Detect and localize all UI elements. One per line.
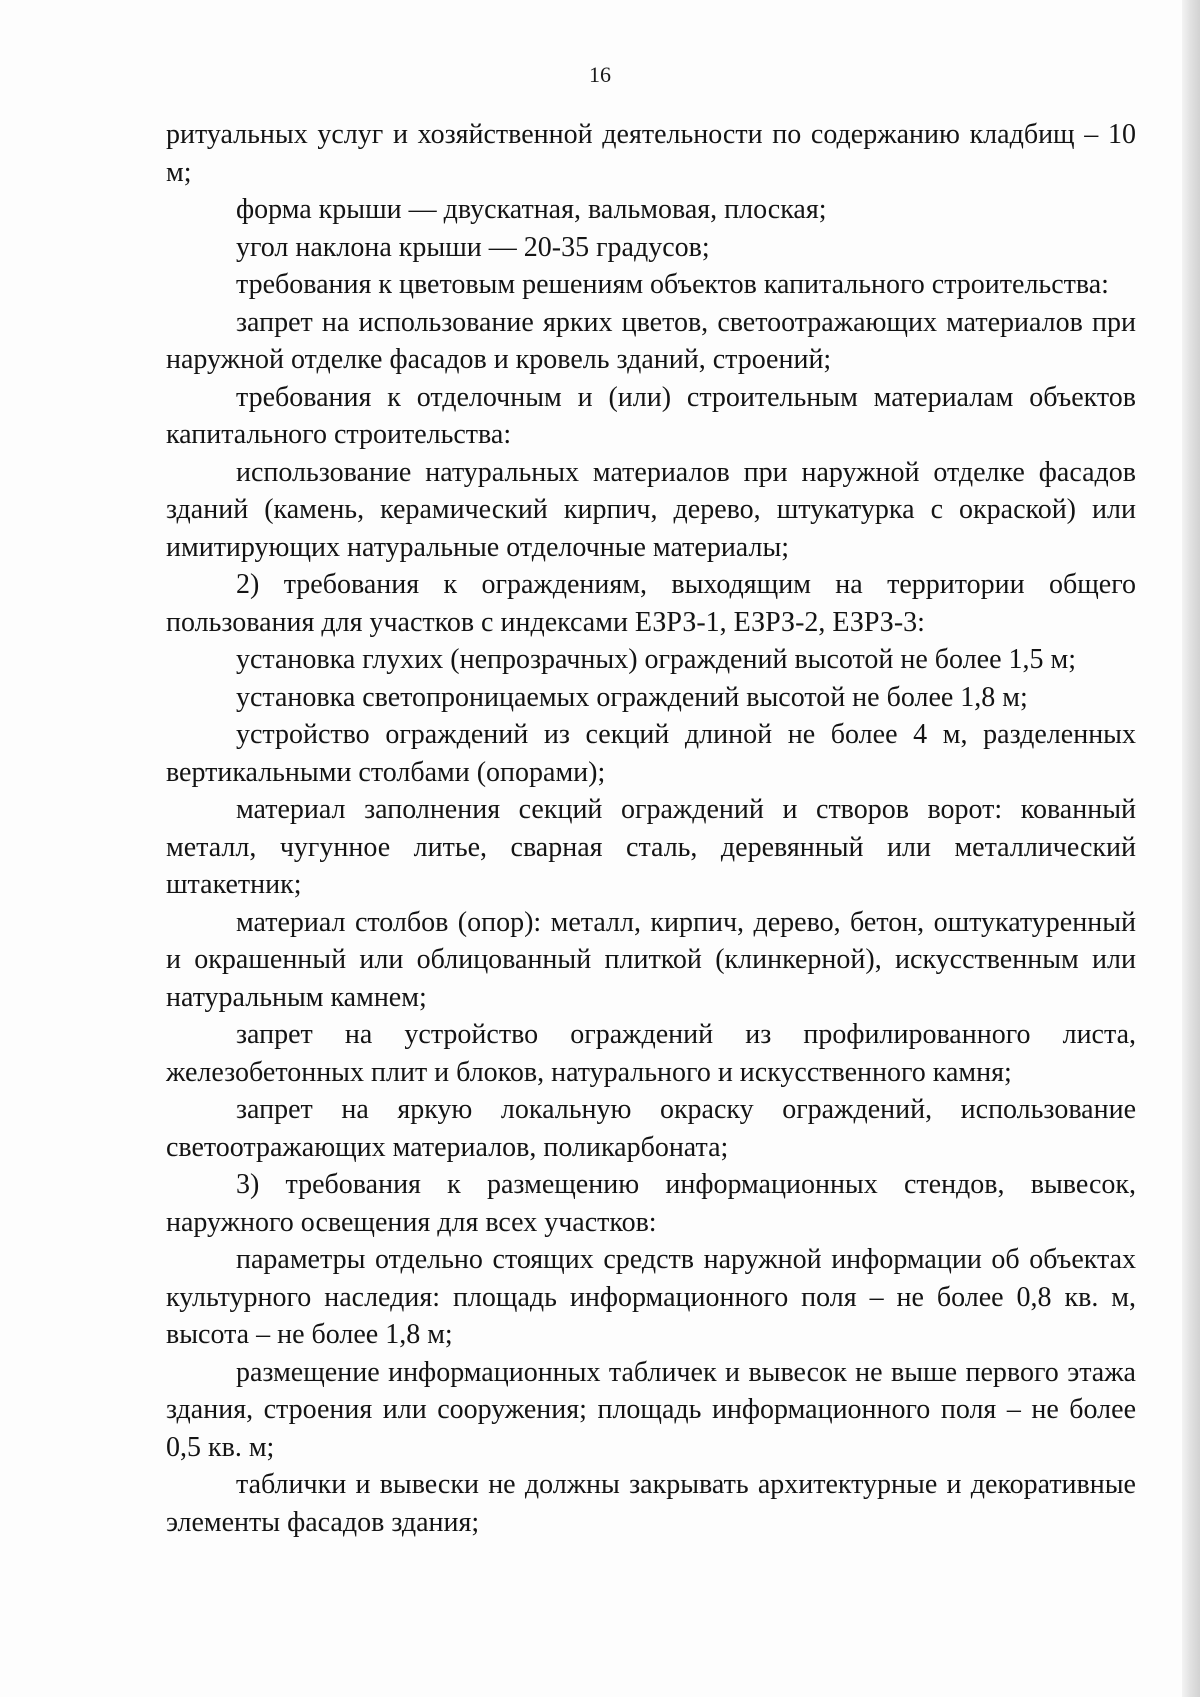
paragraph-signs-facade: таблички и вывески не должны закрывать архитектурные и декоративные элементы фасадов здания; <box>166 1469 1136 1538</box>
paragraph-continued: ритуальных услуг и хозяйственной деятельности по содержанию кладбищ – 10 м; <box>166 119 1136 188</box>
paragraph-fence-sections: устройство ограждений из секций длиной не более 4 м, разделенных вертикальными столбами (опорами); <box>166 719 1136 788</box>
paragraph-fence-fill-material: материал заполнения секций ограждений и створов ворот: кованный металл, чугунное литье, сварная сталь, деревянный или металлический штакетник; <box>166 794 1136 900</box>
paragraph-standalone-info: параметры отдельно стоящих средств наружной информации об объектах культурного наследия: площадь информационного поля – не более 0,8 кв. м, высота – не более 1,8 м; <box>166 1244 1136 1350</box>
paragraph-natural-materials: использование натуральных материалов при наружной отделке фасадов зданий (камень, керамический кирпич, дерево, штукатурка с окраской) или имитирующих натуральные отделочные материалы; <box>166 456 1136 563</box>
paragraph-post-material: материал столбов (опор): металл, кирпич, дерево, бетон, оштукатуренный и окрашенный или облицованный плиткой (клинкерной), искусственным или натуральным камнем; <box>166 906 1136 1013</box>
paragraph-roof-shape: форма крыши — двускатная, вальмовая, плоская; <box>236 194 827 225</box>
scan-edge <box>1182 0 1200 1697</box>
paragraph-solid-fence: установка глухих (непрозрачных) ограждений высотой не более 1,5 м; <box>236 644 1076 675</box>
document-body <box>166 116 1136 1541</box>
paragraph-fence-requirements: 2) требования к ограждениям, выходящим на территории общего пользования для участков с индексами ЕЗРЗ-1, ЕЗРЗ-2, ЕЗРЗ-3: <box>166 569 1136 638</box>
paragraph-signs-placement: размещение информационных табличек и вывесок не выше первого этажа здания, строения или сооружения; площадь информационного поля – не более 0,5 кв. м; <box>166 1356 1136 1463</box>
paragraph-bright-paint-ban: запрет на яркую локальную окраску ограждений, использование светоотражающих материалов, поликарбоната; <box>166 1094 1136 1163</box>
paragraph-color-requirements: требования к цветовым решениям объектов капитального строительства: <box>236 269 1109 300</box>
paragraph-material-requirements: требования к отделочным и (или) строительным материалам объектов капитального строительства: <box>166 381 1136 450</box>
paragraph-signage-requirements: 3) требования к размещению информационных стендов, вывесок, наружного освещения для всех участков: <box>166 1169 1136 1238</box>
paragraph-roof-angle: угол наклона крыши — 20-35 градусов; <box>236 231 710 263</box>
paragraph-transparent-fence: установка светопроницаемых ограждений высотой не более 1,8 м; <box>236 681 1028 713</box>
paragraph-profiled-sheet-ban: запрет на устройство ограждений из профилированного листа, железобетонных плит и блоков, натурального и искусственного камня; <box>166 1019 1136 1088</box>
paragraph-bright-color-ban: запрет на использование ярких цветов, светоотражающих материалов при наружной отделке фасадов и кровель зданий, строений; <box>166 306 1136 375</box>
page-number: 16 <box>589 62 611 87</box>
